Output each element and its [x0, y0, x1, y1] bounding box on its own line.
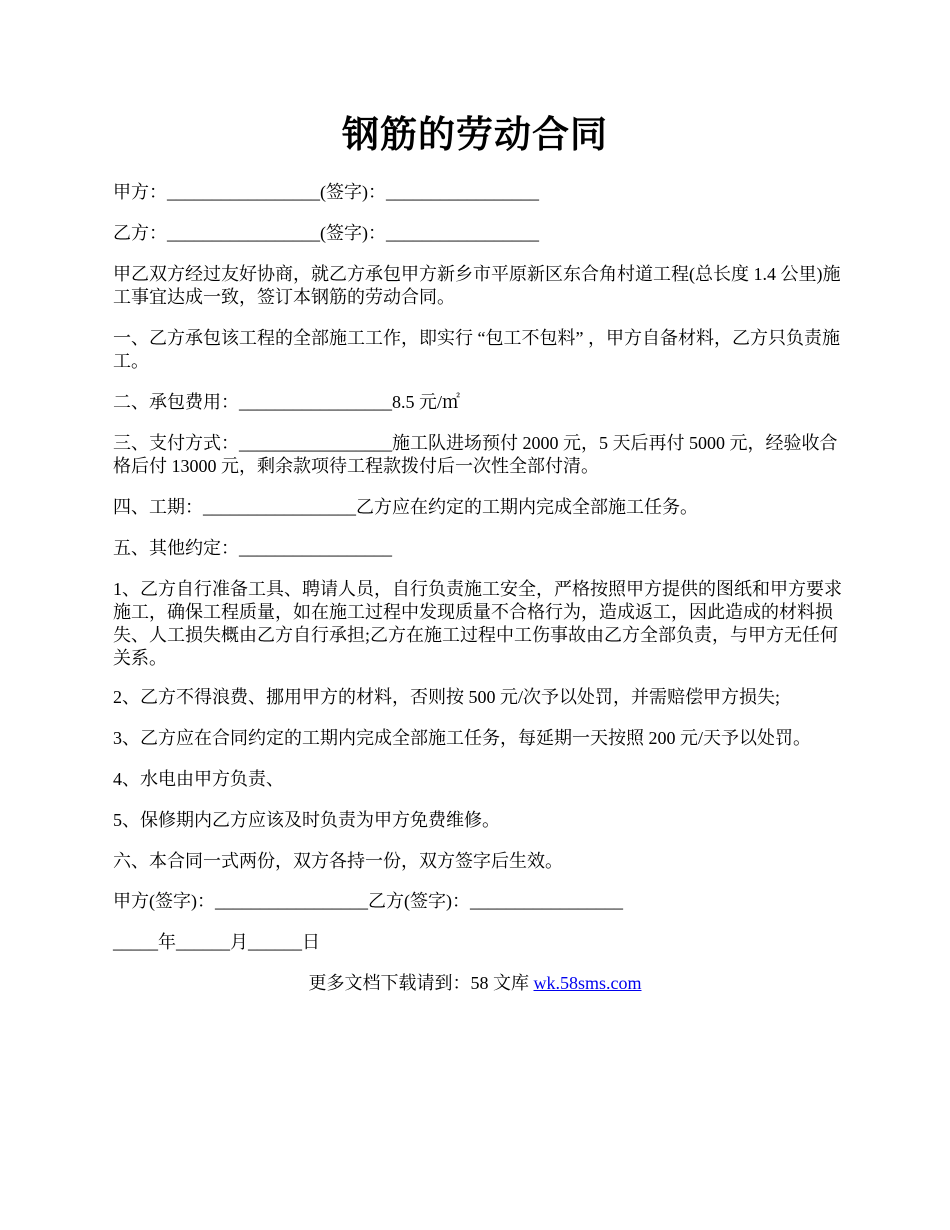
footer-link[interactable]: wk.58sms.com — [533, 973, 642, 993]
footer — [0, 972, 950, 995]
footer-text: 更多文档下载请到：58 文库 — [308, 973, 534, 993]
clause-6: 六、本合同一式两份，双方各持一份，双方签字后生效。 — [113, 851, 563, 871]
clause-3: 三、支付方式：_________________施工队进场预付 2000 元，5 天后再付 5000 元，经验收合格后付 13000 元，剩余款项待工程款拨付后一次性全部付清。 — [113, 433, 838, 476]
other-terms-item-2: 2、乙方不得浪费、挪用甲方的材料，否则按 500 元/次予以处罚，并需赔偿甲方损失; — [113, 687, 780, 707]
clause-5: 五、其他约定：_________________ — [113, 538, 392, 558]
other-terms-item-5: 5、保修期内乙方应该及时负责为甲方免费维修。 — [113, 810, 500, 830]
date-line: _____年______月______日 — [113, 932, 320, 952]
clause-2: 二、承包费用：_________________8.5 元/㎡ — [113, 392, 460, 412]
party-a-line: 甲方：_________________(签字)：_________________ — [113, 182, 539, 202]
other-terms-item-3: 3、乙方应在合同约定的工期内完成全部施工任务，每延期一天按照 200 元/天予以处罚。 — [113, 728, 811, 748]
document-title: 钢筋的劳动合同 — [342, 115, 608, 156]
clause-1: 一、乙方承包该工程的全部施工工作，即实行 “包工不包料” ，甲方自备材料，乙方只负责施工。 — [113, 328, 840, 371]
signature-line: 甲方(签字)：_________________乙方(签字)：_________________ — [113, 891, 623, 911]
intro-paragraph: 甲乙双方经过友好协商，就乙方承包甲方新乡市平原新区东合角村道工程(总长度 1.4 公里)施工事宜达成一致，签订本钢筋的劳动合同。 — [113, 264, 841, 307]
party-b-line: 乙方：_________________(签字)：_________________ — [113, 223, 539, 243]
other-terms-item-4: 4、水电由甲方负责、 — [113, 769, 284, 789]
other-terms-item-1: 1、乙方自行准备工具、聘请人员，自行负责施工安全，严格按照甲方提供的图纸和甲方要求施工，确保工程质量，如在施工过程中发现质量不合格行为，造成返工，因此造成的材料损失、人工损失概由乙方自行承担;乙方在施工过程中工伤事故由乙方全部负责，与甲方无任何关系。 — [113, 579, 842, 668]
clause-4: 四、工期：_________________乙方应在约定的工期内完成全部施工任务。 — [113, 497, 698, 517]
